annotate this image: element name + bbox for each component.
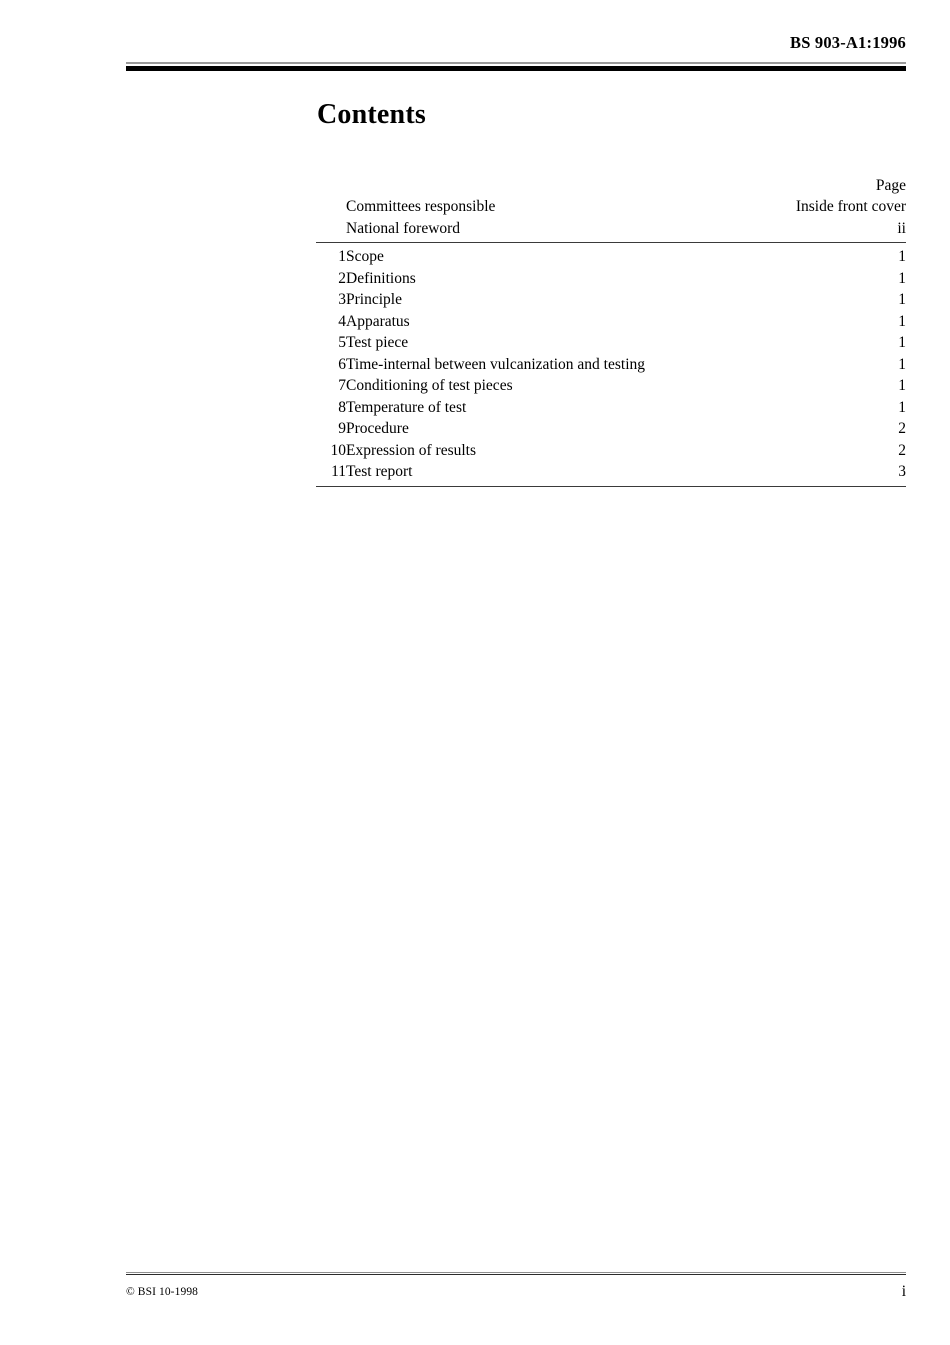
toc-clause-number: 6 — [338, 355, 346, 373]
toc-front-label: National foreword — [346, 219, 461, 237]
toc-clause-number: 2 — [338, 269, 346, 287]
toc-body — [316, 176, 906, 487]
toc-clause-label: Test piece — [346, 334, 409, 351]
footer-rule-black — [126, 1274, 906, 1275]
toc-row-national-foreword[interactable] — [316, 218, 906, 240]
table-row[interactable] — [316, 289, 906, 311]
header-double-rule — [126, 62, 906, 71]
toc-row-committees[interactable] — [316, 196, 906, 218]
table-row[interactable] — [316, 354, 906, 376]
footer-rule — [126, 1272, 906, 1275]
toc-clause-page: 1 — [898, 312, 906, 330]
document-page — [126, 0, 906, 1345]
table-row[interactable] — [316, 375, 906, 397]
toc-clause-label: Conditioning of test pieces — [346, 377, 513, 394]
table-of-contents — [316, 176, 906, 487]
toc-clause-number: 3 — [338, 291, 346, 308]
toc-bottom-rule — [316, 486, 906, 487]
table-row[interactable] — [316, 418, 906, 440]
table-row[interactable] — [316, 461, 906, 483]
toc-clause-number: 11 — [331, 463, 346, 480]
toc-clause-label: Time-internal between vulcanization and testing — [346, 355, 646, 373]
table-row[interactable] — [316, 311, 906, 333]
header-rule-thick — [126, 66, 906, 71]
toc-bottom-rule-cell — [316, 483, 906, 487]
toc-clause-label: Procedure — [346, 420, 409, 437]
toc-clause-label: Apparatus — [346, 312, 410, 330]
toc-bottom-rule-row — [316, 483, 906, 487]
toc-clause-label: Test report — [346, 463, 413, 480]
page-title: Contents — [317, 99, 426, 130]
toc-clause-label: Temperature of test — [346, 398, 467, 416]
page-footer — [126, 1283, 906, 1306]
toc-clause-page: 1 — [898, 377, 906, 394]
table-row[interactable] — [316, 397, 906, 419]
page-header-standard-ref: BS 903-A1:1996 — [789, 33, 906, 52]
toc-header-title-cell — [346, 176, 746, 196]
toc-clause-page: 3 — [898, 463, 906, 480]
toc-clause-label: Definitions — [346, 269, 416, 287]
toc-front-num-cell — [316, 196, 346, 218]
toc-front-page: Inside front cover — [795, 198, 906, 215]
toc-clause-page: 2 — [898, 420, 906, 437]
toc-clause-number: 1 — [338, 248, 346, 265]
toc-header-num-cell — [316, 176, 346, 196]
table-row[interactable] — [316, 332, 906, 354]
toc-page-header-row — [316, 176, 906, 196]
toc-clause-page: 1 — [898, 269, 906, 287]
toc-front-page: ii — [897, 219, 906, 237]
footer-rule-grey — [126, 1272, 906, 1273]
toc-clause-number: 9 — [338, 420, 346, 437]
footer-page-number: i — [901, 1283, 906, 1300]
toc-clause-page: 2 — [898, 441, 906, 459]
toc-page-column-header: Page — [875, 177, 906, 194]
toc-clause-page: 1 — [898, 334, 906, 351]
toc-clause-number: 8 — [338, 398, 346, 416]
toc-front-num-cell — [316, 218, 346, 240]
table-row[interactable] — [316, 243, 906, 268]
toc-clause-number: 4 — [338, 312, 346, 330]
toc-clause-page: 1 — [898, 248, 906, 265]
toc-clause-page: 1 — [898, 355, 906, 373]
toc-clause-label: Principle — [346, 291, 402, 308]
toc-clause-number: 7 — [338, 377, 346, 394]
toc-front-label: Committees responsible — [346, 198, 496, 215]
toc-clause-number: 10 — [330, 441, 346, 459]
toc-table — [316, 176, 906, 487]
toc-clause-label: Scope — [346, 248, 384, 265]
toc-clause-label: Expression of results — [346, 441, 477, 459]
toc-clause-number: 5 — [338, 334, 346, 351]
table-row[interactable] — [316, 268, 906, 290]
footer-copyright: © BSI 10-1998 — [126, 1286, 199, 1298]
toc-clause-page: 1 — [898, 291, 906, 308]
table-row[interactable] — [316, 440, 906, 462]
toc-clause-page: 1 — [898, 398, 906, 416]
licence-stamp — [0, 0, 44, 1345]
